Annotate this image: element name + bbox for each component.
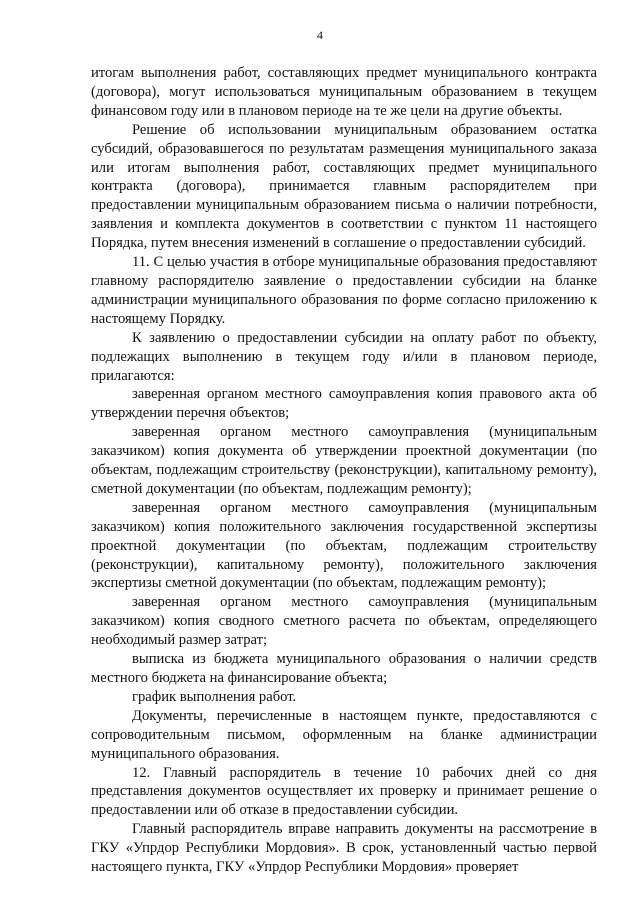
paragraph-cover-letter: Документы, перечисленные в настоящем пункте, предоставляются с сопроводительным письмом, оформленным на бланке администрации муниципального образования. — [91, 707, 597, 762]
list-item-summary-estimate: заверенная органом местного самоуправления (муниципальным заказчиком) копия сводного сметного расчета по объектам, определяющего необходимый размер затрат; — [91, 594, 597, 649]
list-item-expertise-conclusion: заверенная органом местного самоуправления (муниципальным заказчиком) копия положительного заключения государственной экспертизы проектной документации (по объектам, подлежащим строительству (реконструкции), капитальному ремонту), положительного заключения экспертизы сметной документации (по объектам, подлежащим ремонту); — [91, 499, 597, 592]
paragraph-item-11: 11. С целью участия в отборе муниципальные образования предоставляют главному распорядителю заявление о предоставлении субсидии на бланке администрации муниципального образования по форме согласно приложению к настоящему Порядку. — [91, 254, 597, 327]
list-item-project-docs-approval: заверенная органом местного самоуправления (муниципальным заказчиком) копия документа об утверждении проектной документации (по объектам, подлежащим строительству (реконструкции), капитальному ремонту), сметной документации (по объектам, подлежащим ремонту); — [91, 424, 597, 497]
page-number: 4 — [317, 28, 323, 42]
paragraph-attachments-intro: К заявлению о предоставлении субсидии на оплату работ по объекту, подлежащих выполнению в текущем году и/или в плановом периоде, прилагаются: — [91, 329, 597, 384]
paragraph-item-12: 12. Главный распорядитель в течение 10 рабочих дней со дня представления документов осуществляет их проверку и принимает решение о предоставлении или об отказе в предоставлении субсидии. — [91, 764, 597, 819]
document-body — [91, 64, 597, 877]
list-item-objects-list-act: заверенная органом местного самоуправления копия правового акта об утверждении перечня объектов; — [91, 386, 597, 422]
paragraph-review-referral: Главный распорядитель вправе направить документы на рассмотрение в ГКУ «Упрдор Республики Мордовия». В срок, установленный частью первой настоящего пункта, ГКУ «Упрдор Республики Мордовия» проверяет — [91, 821, 597, 876]
paragraph-continuation: итогам выполнения работ, составляющих предмет муниципального контракта (договора), могут использоваться муниципальным образованием в текущем финансовом году или в плановом периоде на те же цели на другие объекты. — [91, 65, 597, 119]
list-item-work-schedule: график выполнения работ. — [132, 688, 297, 705]
paragraph-remainder-decision: Решение об использовании муниципальным образованием остатка субсидий, образовавшегося по результатам размещения муниципального заказа или итогам выполнения работ, составляющих предмет муниципального контракта (договора), принимается главным распорядителем при предоставлении муниципальным образованием письма о наличии потребности, заявления и комплекта документов в соответствии с пунктом 11 настоящего Порядка, путем внесения изменений в соглашение о предоставлении субсидий. — [91, 121, 597, 252]
list-item-budget-extract: выписка из бюджета муниципального образования о наличии средств местного бюджета на финансирование объекта; — [91, 651, 597, 686]
